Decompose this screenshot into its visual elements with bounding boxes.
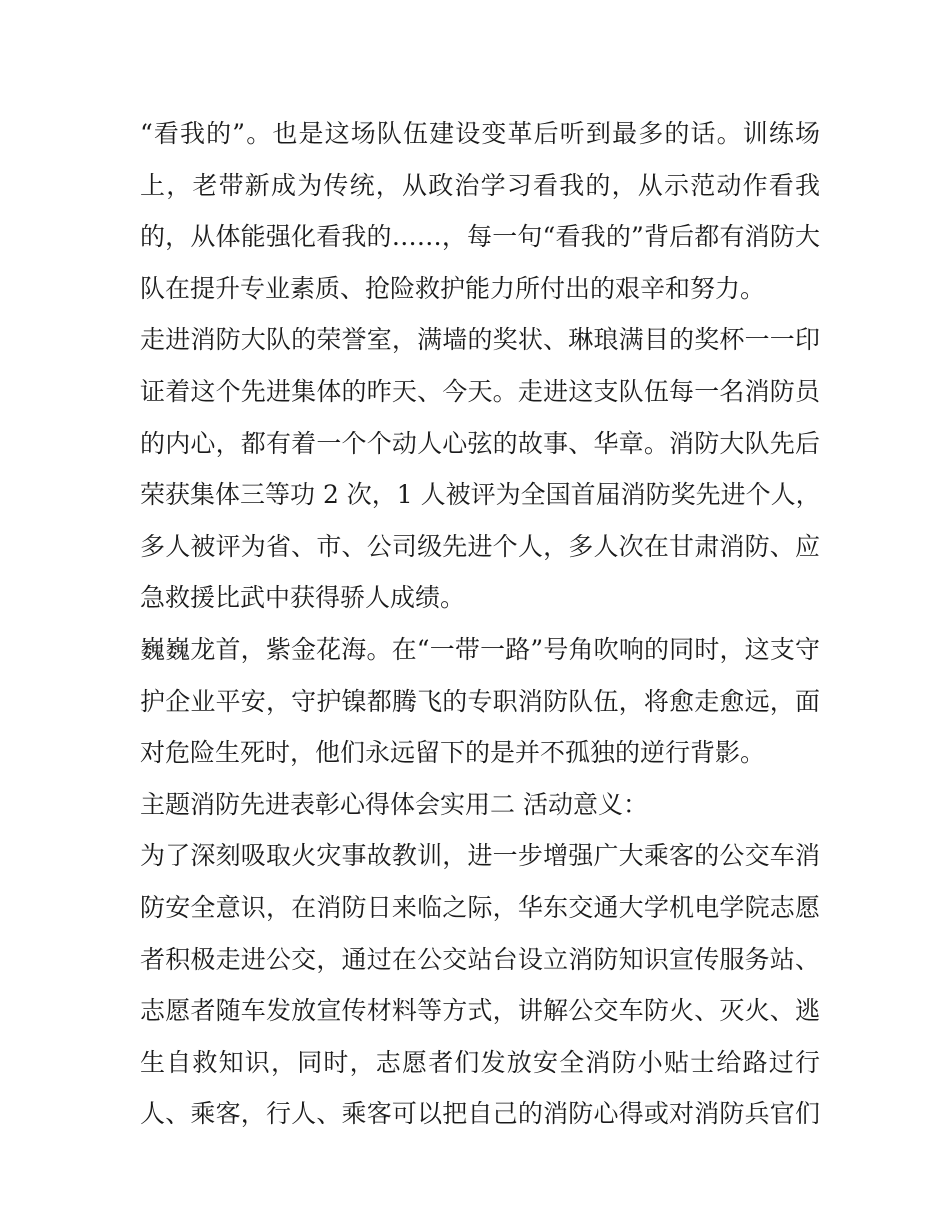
text-line-11: 巍巍龙首，紫金花海。在“一带一路”号角吹响的同时，这支守 — [140, 634, 820, 664]
text-line-16: 防安全意识，在消防日来临之际，华东交通大学机电学院志愿 — [140, 892, 820, 922]
text-line-9: 多人被评为省、市、公司级先进个人，多人次在甘肃消防、应 — [140, 531, 820, 561]
text-line-8: 荣获集体三等功 2 次，1 人被评为全国首届消防奖先进个人， — [140, 480, 821, 510]
text-line-1: “看我的”。也是这场队伍建设变革后听到最多的话。训练场 — [140, 119, 820, 148]
text-line-18: 志愿者随车发放宣传材料等方式，讲解公交车防火、灭火、逃 — [140, 996, 820, 1026]
text-line-3: 的，从体能强化看我的……，每一句“看我的”背后都有消防大 — [140, 222, 820, 252]
text-line-15: 为了深刻吸取火灾事故教训，进一步增强广大乘客的公交车消 — [140, 841, 820, 871]
text-line-20: 人、乘客，行人、乘客可以把自己的消防心得或对消防兵官们 — [140, 1099, 820, 1129]
text-line-6: 证着这个先进集体的昨天、今天。走进这支队伍每一名消防员 — [140, 376, 820, 406]
text-line-7: 的内心，都有着一个个动人心弦的故事、华章。消防大队先后 — [140, 428, 820, 458]
section-heading: 主题消防先进表彰心得体会实用二 活动意义： — [140, 789, 648, 819]
text-line-4: 队在提升专业素质、抢险救护能力所付出的艰辛和努力。 — [140, 273, 766, 303]
text-line-17: 者积极走进公交，通过在公交站台设立消防知识宣传服务站、 — [140, 944, 820, 974]
text-line-12: 护企业平安，守护镍都腾飞的专职消防队伍，将愈走愈远，面 — [140, 686, 820, 716]
text-line-10: 急救援比武中获得骄人成绩。 — [140, 583, 466, 613]
document-body — [140, 108, 820, 1140]
text-line-5: 走进消防大队的荣誉室，满墙的奖状、琳琅满目的奖杯一一印 — [140, 325, 820, 355]
text-line-13: 对危险生死时，他们永远留下的是并不孤独的逆行背影。 — [140, 738, 766, 768]
text-line-2: 上，老带新成为传统，从政治学习看我的，从示范动作看我 — [140, 170, 820, 200]
text-line-19: 生自救知识，同时，志愿者们发放安全消防小贴士给路过行 — [140, 1047, 820, 1077]
